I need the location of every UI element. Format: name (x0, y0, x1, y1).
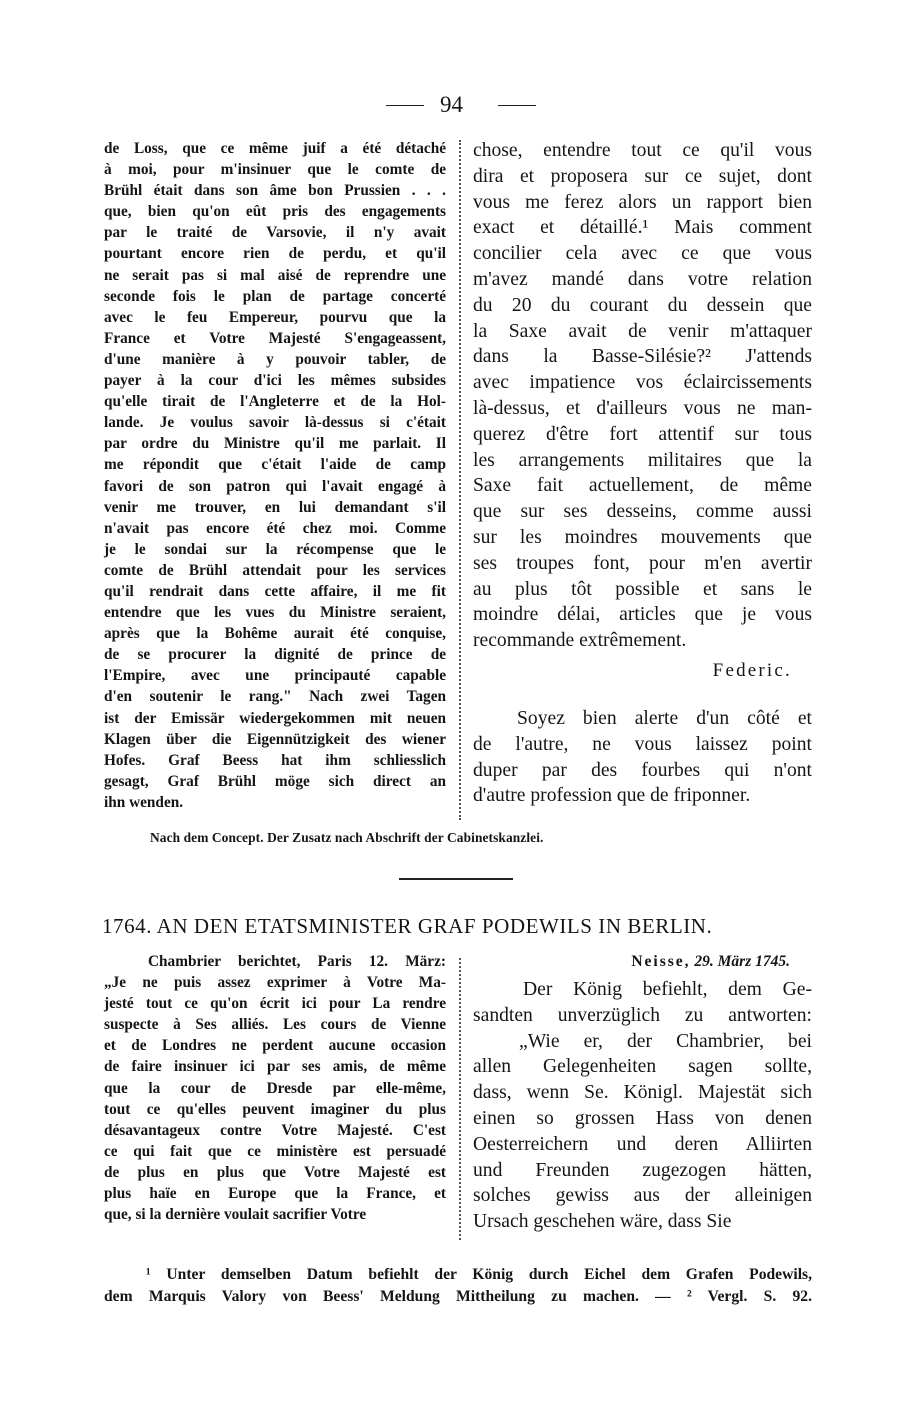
text-line: je le sondai sur la récompense que le (104, 540, 446, 558)
footnote-line: ¹ Unter demselben Datum befiehlt der König durch Eichel dem Grafen Podewils, (146, 1266, 812, 1283)
text-line: m'avez mandé dans votre relation (473, 268, 812, 290)
text-line: payer à la cour d'ici les mêmes subsides (104, 372, 446, 390)
text-line: que sur ses desseins, comme aussi (473, 501, 812, 523)
text-line: einen so grossen Hass von denen (473, 1107, 812, 1129)
footnotes (104, 1264, 812, 1308)
text-line: France et Votre Majesté S'engageassent, (104, 329, 446, 347)
text-line: sandten unverzüglich zu antworten: (473, 1004, 812, 1026)
text-line: ce qui fait que ce ministère est persuadé (104, 1142, 446, 1160)
dateline-date: 29. März 1745. (694, 953, 790, 970)
text-line: qu'il rendrait dans cette affaire, il me fit (104, 582, 446, 600)
text-line: concilier cela avec ce que vous (473, 243, 812, 265)
text-line: comte de Brühl attendait pour les services (104, 561, 446, 579)
text-line: ses troupes font, pour m'en avertir (473, 552, 812, 574)
letter-b-right-column (473, 951, 812, 1235)
text-line: lande. Je voulus savoir là-dessus si c'était (104, 414, 446, 432)
postscript-line: d'autre profession que de friponner. (473, 785, 751, 807)
text-line: à moi, pour m'insinuer que le comte de (104, 161, 446, 179)
text-line: là-dessus, et d'ailleurs vous ne man- (473, 397, 812, 419)
text-line: Brühl était dans son âme bon Prussien . . . (104, 182, 446, 200)
text-line: tout ce qu'elles peuvent imaginer du plus (104, 1100, 446, 1118)
text-line: favori de son patron qui l'avait engagé à (104, 477, 446, 495)
text-line: avec impatience vos éclaircissements (473, 372, 812, 394)
text-line: n'avait pas encore été chez moi. Comme (104, 519, 446, 537)
text-line: la Saxe avait de venir m'attaquer (473, 320, 812, 342)
column-divider-a (459, 140, 461, 820)
text-line: de plus en plus que Votre Majesté est (104, 1163, 446, 1181)
text-line: dira et proposera sur ce sujet, dont (473, 165, 812, 187)
text-line: jesté tout ce qu'on écrit ici pour La rendre (104, 995, 446, 1013)
text-line: dass, wenn Se. Königl. Majestät sich (473, 1082, 812, 1104)
text-line: de Loss, que ce même juif a été détaché (104, 140, 446, 157)
dateline (473, 951, 812, 973)
section-divider (399, 878, 513, 880)
text-line: par le traité de Varsovie, il n'y avait (104, 224, 446, 242)
text-line: suspecte à Ses alliés. Les cours de Vienne (104, 1016, 446, 1034)
letter-a-right-column (473, 138, 812, 809)
text-line: dans la Basse-Silésie?² J'attends (473, 346, 812, 368)
text-line: me répondit que c'était l'aide de camp (104, 456, 446, 474)
letter-a-left-column (104, 138, 446, 813)
text-line: ist der Emissär wiedergekommen mit neuen (104, 709, 446, 727)
text-line: désavantageux contre Votre Majesté. C'est (104, 1121, 446, 1139)
text-line: de se procurer la dignité de prince de (104, 646, 446, 664)
postscript-line: de l'autre, ne vous laissez point (473, 733, 812, 755)
letter-b-right-body (473, 977, 812, 1235)
text-line: d'une manière à y pouvoir tabler, de (104, 350, 446, 368)
text-line: qu'elle tirait de l'Angleterre et de la Hol- (104, 393, 446, 411)
text-line: et de Londres ne perdent aucune occasion (104, 1037, 446, 1055)
text-line: Oesterreichern und deren Alliirten (473, 1133, 812, 1155)
text-line: de faire insinuer ici par ses amis, de même (104, 1058, 446, 1076)
dateline-place: Neisse, (631, 953, 691, 970)
text-line: que, bien qu'on eût pris des engagements (104, 203, 446, 221)
text-line: l'Empire, avec une principauté capable (104, 667, 446, 685)
text-line: avec le feu Empereur, pourvu que la (104, 308, 446, 326)
text-line: Ursach geschehen wäre, dass Sie (473, 1211, 732, 1233)
page-header (0, 92, 900, 120)
signature: Federic. (712, 659, 792, 681)
text-line: au plus tôt possible et sans le (473, 578, 812, 600)
postscript-line: Soyez bien alerte d'un côté et (517, 707, 812, 729)
text-line: par ordre du Ministre qu'il me parlait. Il (104, 435, 446, 453)
text-line: chose, entendre tout ce qu'il vous (473, 140, 812, 161)
text-line: du 20 du courant du dessein que (473, 294, 812, 316)
text-line: allen Gelegenheiten sagen sollte, (473, 1056, 812, 1078)
text-line: venir me trouver, en lui demandant s'il (104, 498, 446, 516)
text-line: „Wie er, der Chambrier, bei (519, 1030, 812, 1052)
text-line: exact et détaillé.¹ Mais comment (473, 217, 812, 239)
text-line: Hofes. Graf Beess hat ihm schliesslich (104, 751, 446, 769)
header-dash-left (386, 105, 424, 106)
text-line: recommande extrêmement. (473, 630, 687, 652)
text-line: solches gewiss aus der alleinigen (473, 1185, 812, 1207)
text-line: vous me ferez alors un rapport bien (473, 191, 812, 213)
text-line: les arrangements militaires que la (473, 449, 812, 471)
text-line: und Freunden zugezogen hätten, (473, 1159, 812, 1181)
text-line: entendre que les vues du Ministre seraient, (104, 604, 446, 622)
source-note: Nach dem Concept. Der Zusatz nach Abschrift der Cabinetskanzlei. (150, 830, 544, 845)
footnote-line: dem Marquis Valory von Beess' Meldung Mittheilung zu machen. — ² Vergl. S. 92. (104, 1288, 812, 1305)
text-line: ihn wenden. (104, 793, 184, 811)
text-line: plus haïe en Europe que la France, et (104, 1185, 446, 1203)
text-line: pourtant encore rien de perdu, et qu'il (104, 245, 446, 263)
text-line: d'en soutenir le rang." Nach zwei Tagen (104, 688, 446, 706)
letter-b-left-column (104, 951, 446, 1225)
text-line: Klagen über die Eigennützigkeit des wiener (104, 730, 446, 748)
text-line: Der König befiehlt, dem Ge- (523, 979, 812, 1000)
text-line: gesagt, Graf Brühl möge sich direct an (104, 772, 446, 790)
text-line: sur les moindres mouvements que (473, 526, 812, 548)
text-line: „Je ne puis assez exprimer à Votre Ma- (104, 974, 446, 992)
text-line: que, si la dernière voulait sacrifier Votre (104, 1206, 367, 1224)
text-line: que la cour de Dresde par elle-même, (104, 1079, 446, 1097)
page-number: 94 (440, 92, 463, 117)
postscript-line: duper par des fourbes qui n'ont (473, 759, 812, 781)
text-line: Saxe fait actuellement, de même (473, 475, 812, 497)
text-line: ne serait pas si mal aisé de reprendre une (104, 266, 446, 284)
document-title: 1764. AN DEN ETATSMINISTER GRAF PODEWILS IN BERLIN. (102, 914, 713, 938)
text-line: Chambrier berichtet, Paris 12. März: (148, 953, 446, 970)
header-dash-right (498, 105, 536, 106)
letter-a-right-body (473, 138, 812, 654)
column-divider-b (459, 958, 461, 1240)
text-line: seconde fois le plan de partage concerté (104, 287, 446, 305)
postscript (473, 706, 812, 809)
text-line: moindre délai, articles que je vous (473, 604, 812, 626)
text-line: après que la Bohême aurait été conquise, (104, 625, 446, 643)
text-line: querez d'être fort attentif sur tous (473, 423, 812, 445)
